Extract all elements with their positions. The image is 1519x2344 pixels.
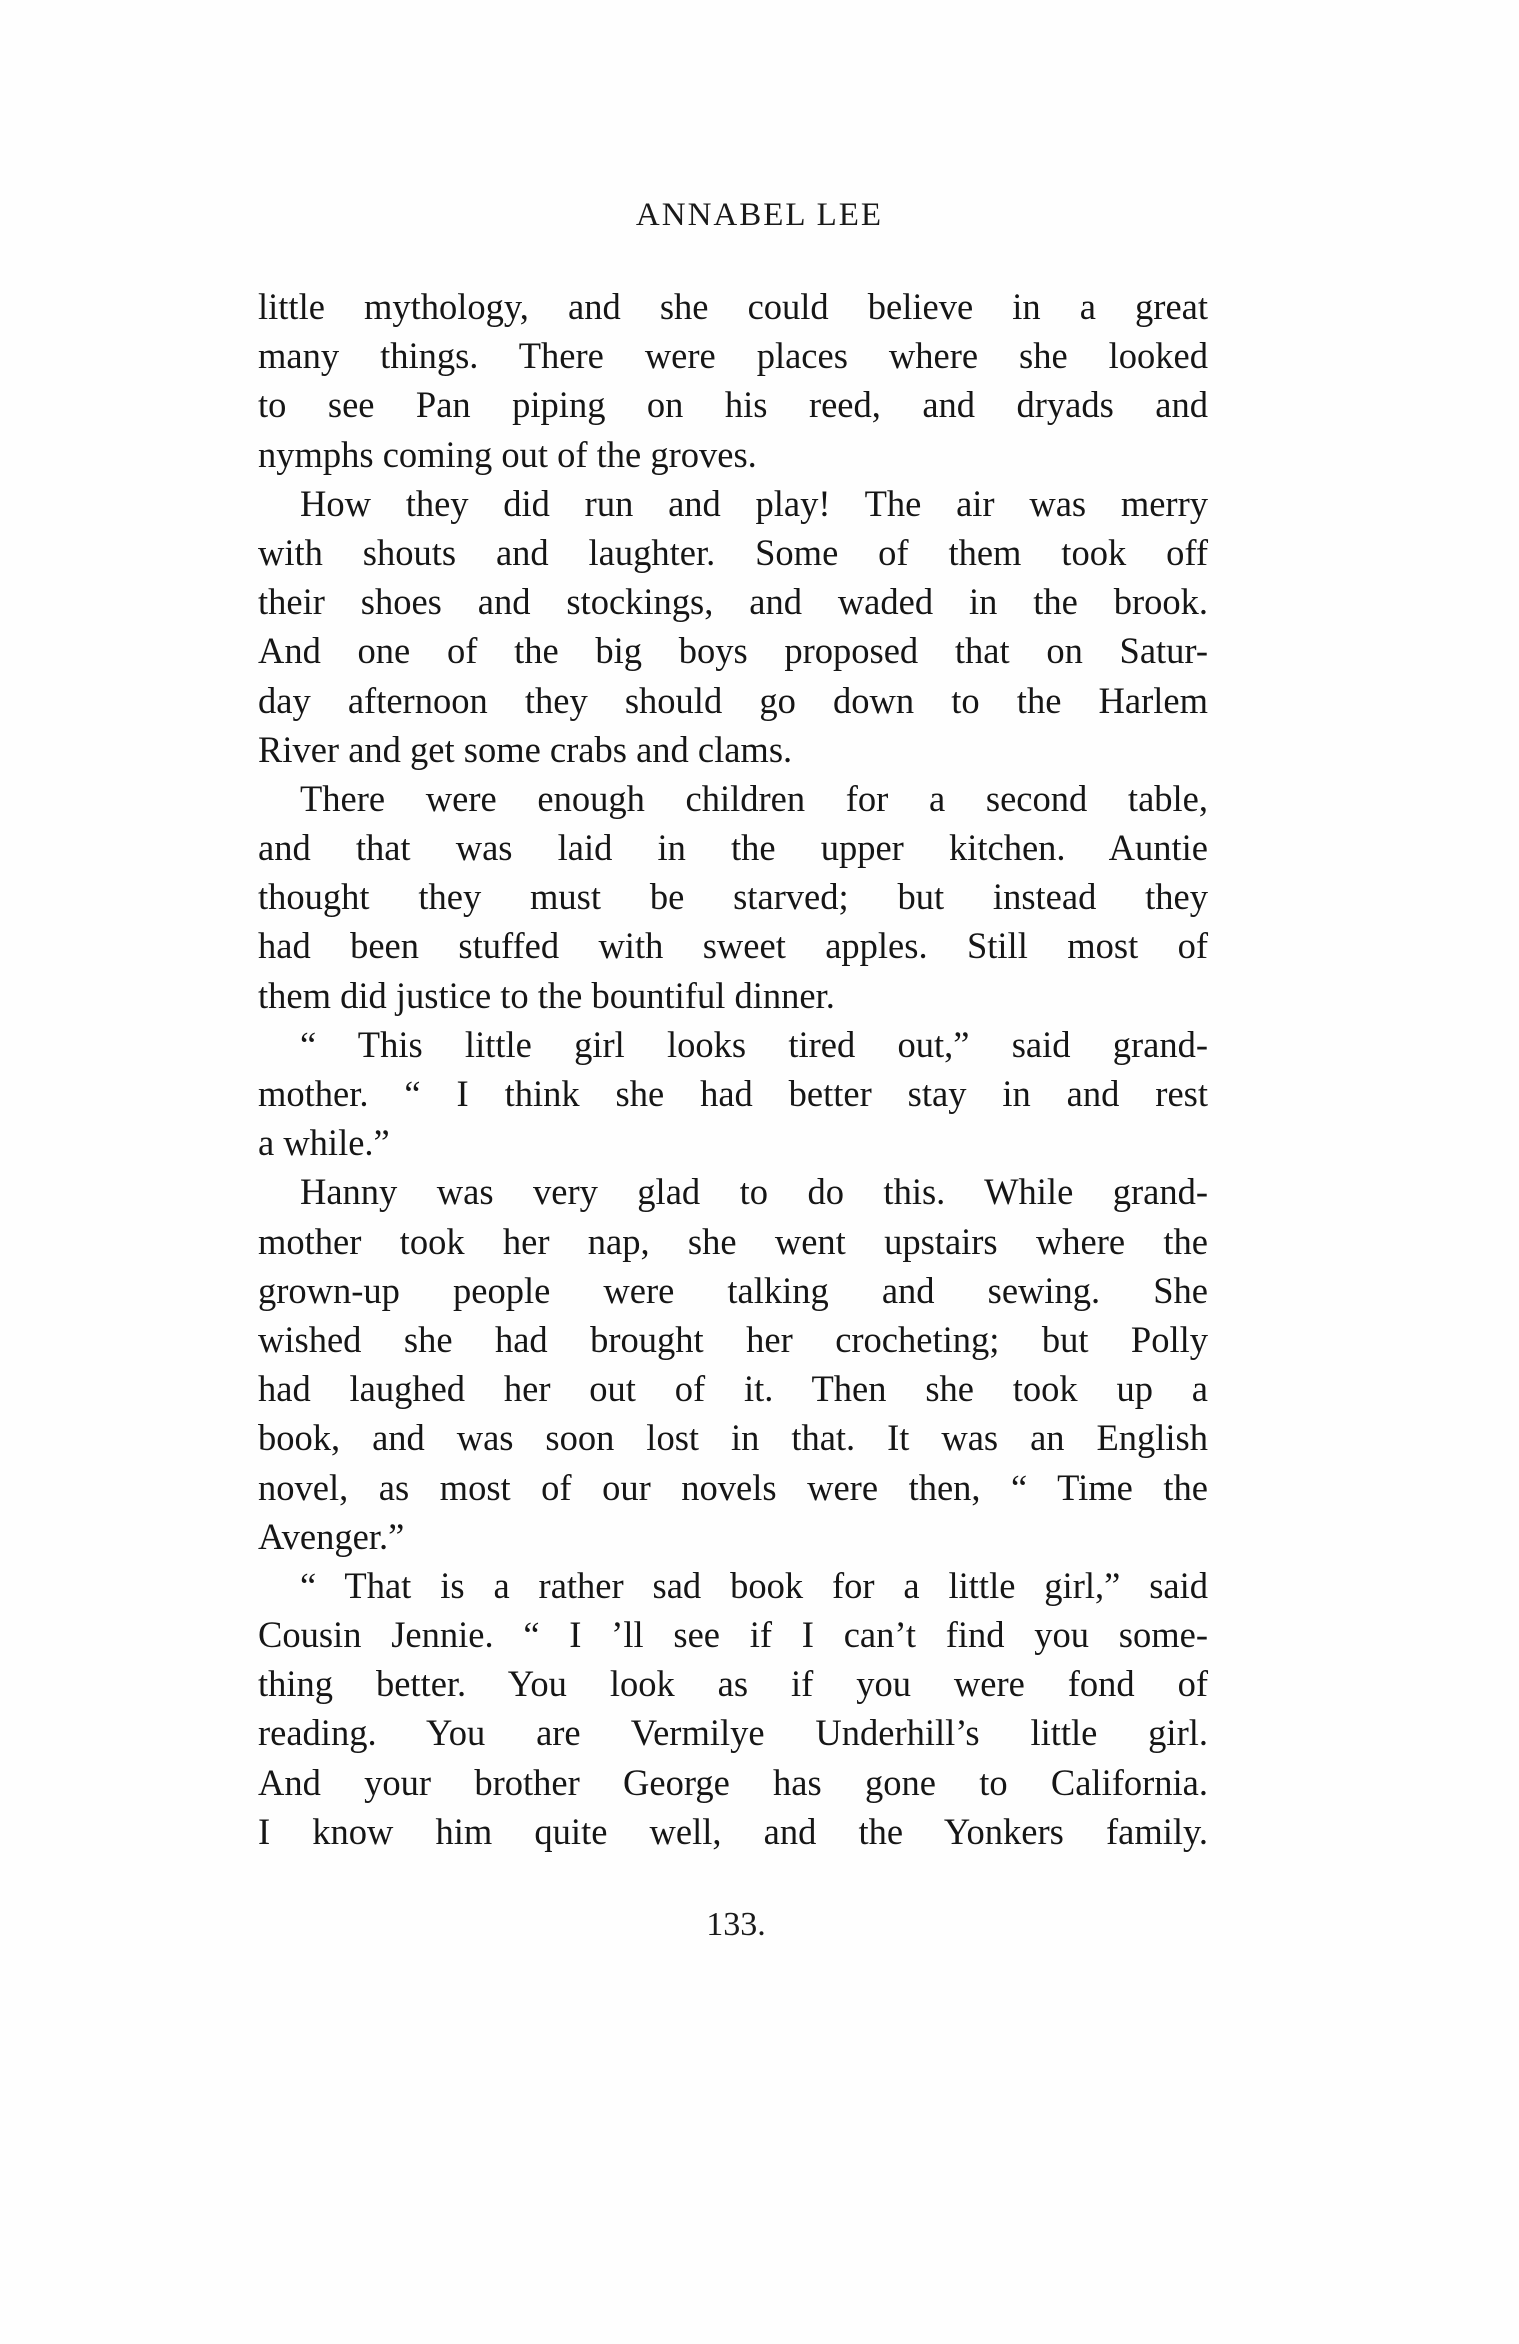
paragraph-first-line: How they did run and play! The air was merry [300, 482, 1208, 524]
text-line: and that was laid in the upper kitchen. Auntie [258, 827, 1208, 869]
paragraph-first-line: “ That is a rather sad book for a little girl,” said [300, 1564, 1208, 1606]
text-line: with shouts and laughter. Some of them took off [258, 531, 1208, 573]
text-line: mother took her nap, she went upstairs where the [258, 1220, 1208, 1262]
text-line: their shoes and stockings, and waded in the brook. [258, 581, 1208, 623]
text-line: reading. You are Vermilye Underhill’s little girl. [258, 1712, 1208, 1754]
paragraph-first-line: “ This little girl looks tired out,” said grand- [300, 1023, 1208, 1065]
text-line: mother. “ I think she had better stay in and rest [258, 1073, 1208, 1114]
text-line: many things. There were places where she looked [258, 335, 1208, 377]
text-line: And one of the big boys proposed that on Satur- [258, 630, 1208, 672]
text-line: grown-up people were talking and sewing. She [258, 1269, 1208, 1311]
page-number: 133. [706, 1906, 766, 1943]
text-line: River and get some crabs and clams. [258, 728, 793, 770]
text-line: had been stuffed with sweet apples. Still most of [258, 925, 1208, 967]
text-line: I know him quite well, and the Yonkers family. [258, 1810, 1208, 1852]
paragraph-first-line: Hanny was very glad to do this. While grand- [300, 1171, 1208, 1213]
text-line: book, and was soon lost in that. It was an English [258, 1417, 1208, 1459]
text-line: thing better. You look as if you were fond of [258, 1663, 1208, 1705]
body-text [258, 282, 1208, 1856]
text-line: And your brother George has gone to California. [258, 1761, 1208, 1803]
text-line: Avenger.” [258, 1515, 405, 1557]
running-head: ANNABEL LEE [635, 197, 884, 233]
text-line: Cousin Jennie. “ I ’ll see if I can’t find you some- [258, 1614, 1208, 1656]
text-line: thought they must be starved; but instead they [258, 876, 1208, 918]
text-line: a while.” [258, 1122, 390, 1164]
text-line: had laughed her out of it. Then she took up a [258, 1368, 1208, 1410]
text-line: nymphs coming out of the groves. [258, 433, 757, 475]
text-line: novel, as most of our novels were then, “ Time the [258, 1466, 1208, 1508]
text-line: day afternoon they should go down to the Harlem [258, 679, 1208, 721]
text-line: to see Pan piping on his reed, and dryads and [258, 384, 1208, 426]
text-line: little mythology, and she could believe in a great [258, 286, 1208, 327]
paragraph-first-line: There were enough children for a second table, [300, 777, 1208, 819]
text-line: wished she had brought her crocheting; but Polly [258, 1318, 1208, 1360]
text-line: them did justice to the bountiful dinner. [258, 974, 835, 1016]
